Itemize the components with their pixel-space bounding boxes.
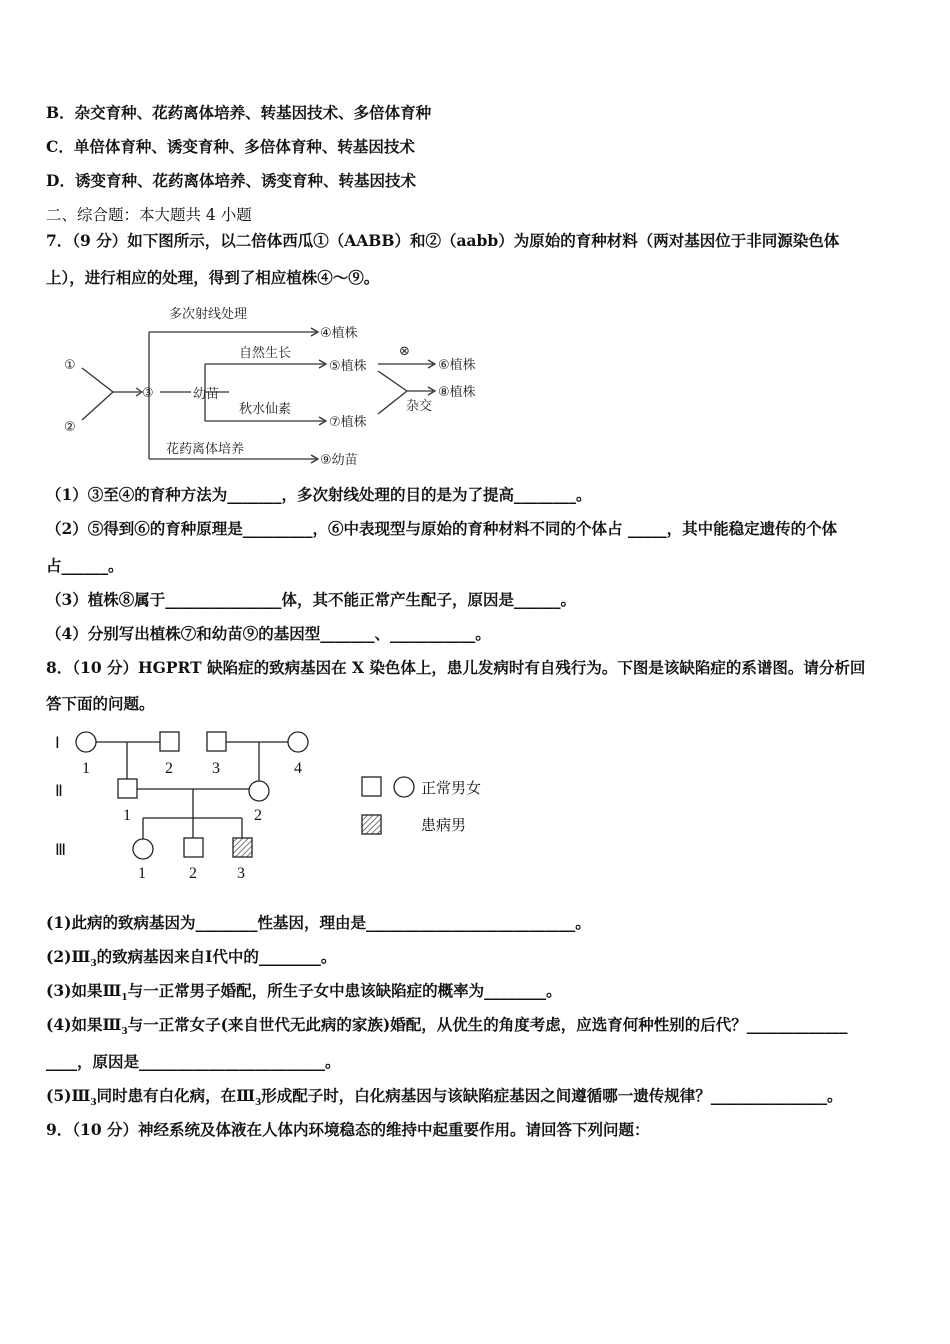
i3-number: 3: [212, 760, 220, 777]
seedling-9: ⑨幼苗: [320, 453, 358, 468]
cross-label: 杂交: [406, 399, 433, 414]
q7-sub1: （1）③至④的育种方法为_______，多次射线处理的目的是为了提高________。: [46, 485, 592, 504]
plant-6: ⑥植株: [438, 358, 476, 373]
pedigree-i3-male: [207, 732, 226, 751]
ii1-number: 1: [123, 807, 131, 824]
node-3: ③: [142, 386, 154, 401]
q8-stem-line1: 8．（10 分）HGPRT 缺陷症的致病基因在 X 染色体上，患儿发病时有自残行为。下图是该缺陷症的系谱图。请分析回: [46, 658, 866, 677]
q8-sub4-line1: (4)如果$Ⅲ_3$与一正常女子(来自世代无此病的家族)婚配，从优生的角度考虑，应选育何种性别的后代？_____________: [46, 1015, 848, 1038]
q7-sub2-line2: 占______。: [46, 556, 124, 575]
pedigree-ii2-female: [249, 781, 269, 801]
selfing-symbol: ⊗: [399, 344, 410, 359]
plant-8: ⑧植株: [438, 385, 476, 400]
plant-5: ⑤植株: [329, 359, 367, 374]
node-2: ②: [64, 420, 76, 435]
plant-7: ⑦植株: [329, 415, 367, 430]
option-b: B．杂交育种、花药离体培养、转基因技术、多倍体育种: [46, 103, 432, 122]
legend-affected-label: 患病男: [421, 816, 467, 834]
pedigree-iii2-male: [184, 838, 203, 857]
q8-sub1: (1)此病的致病基因为________性基因，理由是___________________________。: [46, 913, 591, 932]
section-heading: 二、综合题：本大题共 4 小题: [46, 206, 252, 224]
i2-number: 2: [165, 760, 173, 777]
legend-affected-symbol: [362, 815, 381, 834]
legend-male-symbol: [362, 777, 381, 796]
iii1-number: 1: [138, 865, 146, 882]
q8-sub3: (3)如果$Ⅲ_1$与一正常男子婚配，所生子女中患该缺陷症的概率为________。: [46, 981, 562, 1004]
option-c: C．单倍体育种、诱变育种、多倍体育种、转基因技术: [46, 137, 415, 156]
pedigree-i2-male: [160, 732, 179, 751]
anther-culture-label: 花药离体培养: [166, 442, 245, 457]
option-d: D．诱变育种、花药离体培养、诱变育种、转基因技术: [46, 171, 416, 190]
pedigree-i1-female: [76, 732, 96, 752]
q7-sub4: （4）分别写出植株⑦和幼苗⑨的基因型_______、___________。: [46, 624, 491, 643]
q7-stem-line2: 上），进行相应的处理，得到了相应植株④～⑨。: [46, 268, 380, 287]
i1-number: 1: [82, 760, 90, 777]
generation-ii-label: Ⅱ: [55, 783, 63, 800]
colchicine-label: 秋水仙素: [239, 402, 292, 417]
pedigree-i4-female: [288, 732, 308, 752]
q9-stem: 9．（10 分）神经系统及体液在人体内环境稳态的维持中起重要作用。请回答下列问题：: [46, 1120, 650, 1139]
legend-female-symbol: [394, 777, 414, 797]
plant-4: ④植株: [320, 326, 358, 341]
ii2-number: 2: [254, 807, 262, 824]
pedigree-iii3-affected-male: [233, 838, 252, 857]
natural-growth-label: 自然生长: [239, 346, 292, 361]
generation-iii-label: Ⅲ: [55, 842, 67, 859]
radiation-label: 多次射线处理: [169, 307, 248, 322]
q7-sub3: （3）植株⑧属于_______________体，其不能正常产生配子，原因是______。: [46, 590, 577, 609]
q8-sub2: $(2)Ⅲ_3$的致病基因来自Ⅰ代中的________。: [46, 947, 337, 970]
q8-stem-line2: 答下面的问题。: [46, 694, 155, 713]
pedigree-iii1-female: [133, 839, 153, 859]
pedigree-ii1-male: [118, 779, 137, 798]
node-1: ①: [64, 358, 76, 373]
i4-number: 4: [294, 760, 302, 777]
q7-stem-line1: 7．（9 分）如下图所示，以二倍体西瓜①（AABB）和②（aabb）为原始的育种材料（两对基因位于非同源染色体: [46, 231, 840, 250]
seedling-label: 幼苗: [193, 387, 220, 402]
iii2-number: 2: [189, 865, 197, 882]
legend-normal-label: 正常男女: [421, 779, 482, 797]
generation-i-label: Ⅰ: [55, 735, 60, 752]
q8-sub5: $(5)Ⅲ_3$同时患有白化病，在$Ⅲ_3$形成配子时，白化病基因与该缺陷症基因之间遵循哪一遗传规律？_______________。: [46, 1086, 843, 1109]
q7-sub2-line1: （2）⑤得到⑥的育种原理是_________，⑥中表现型与原始的育种材料不同的个体占 _____，其中能稳定遗传的个体: [46, 519, 838, 538]
iii3-number: 3: [237, 865, 245, 882]
q8-sub4-line2: ____，原因是________________________。: [46, 1052, 341, 1071]
